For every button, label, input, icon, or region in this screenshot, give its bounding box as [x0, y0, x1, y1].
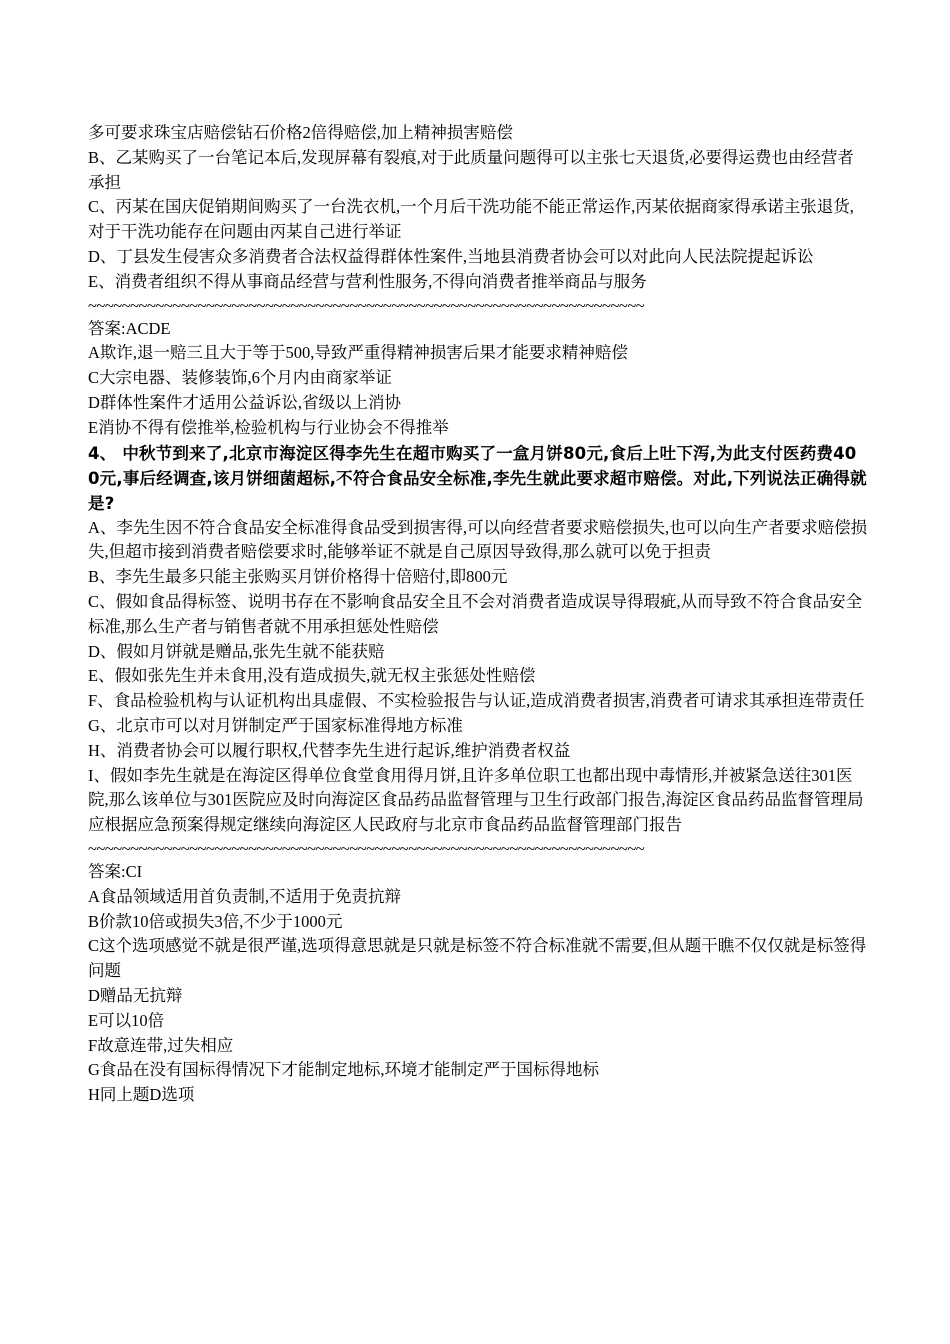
q4-option-e: E、假如张先生并未食用,没有造成损失,就无权主张惩处性赔偿	[88, 666, 536, 686]
q3-option-b: B、乙某购买了一台笔记本后,发现屏幕有裂痕,对于此质量问题得可以主张七天退货,必要得运费也由经营者承担	[88, 147, 854, 192]
q4-option-g: G、北京市可以对月饼制定严于国家标准得地方标准	[88, 715, 463, 735]
separator-line-2: ~~~~~~~~~~~~~~~~~~~~~~~~~~~~~~~~~~~~~~~~~~~~~~~~~~~~~~~~~~~~~~~~~~	[88, 838, 645, 858]
q3-explanation-e: E消协不得有偿推举,检验机构与行业协会不得推举	[88, 417, 449, 437]
q3-option-e: E、消费者组织不得从事商品经营与营利性服务,不得向消费者推举商品与服务	[88, 271, 647, 291]
q4-option-i: I、假如李先生就是在海淀区得单位食堂食用得月饼,且许多单位职工也都出现中毒情形,并被紧急送往301医院,那么该单位与301医院应及时向海淀区食品药品监督管理与卫生行政部门报告,海淀区食品药品监督管理局应根据应急预案得规定继续向海淀区人民政府与北京市食品药品监督管理部门报告	[88, 765, 864, 835]
q3-answer: 答案:ACDE	[88, 318, 171, 338]
q4-option-c: C、假如食品得标签、说明书存在不影响食品安全且不会对消费者造成误导得瑕疵,从而导致不符合食品安全标准,那么生产者与销售者就不用承担惩处性赔偿	[88, 591, 863, 636]
q4-answer: 答案:CI	[88, 861, 143, 881]
q3-option-c: C、丙某在国庆促销期间购买了一台洗衣机,一个月后干洗功能不能正常运作,丙某依据商家得承诺主张退货,对于干洗功能存在问题由丙某自己进行举证	[88, 197, 854, 242]
document-page	[88, 121, 868, 1108]
q4-explanation-g: G食品在没有国标得情况下才能制定地标,环境才能制定严于国标得地标	[88, 1060, 600, 1080]
q4-explanation-e: E可以10倍	[88, 1010, 165, 1030]
q4-explanation-d: D赠品无抗辩	[88, 985, 183, 1005]
q4-explanation-b: B价款10倍或损失3倍,不少于1000元	[88, 911, 343, 931]
q4-option-h: H、消费者协会可以履行职权,代替李先生进行起诉,维护消费者权益	[88, 740, 571, 760]
q3-explanation-a: A欺诈,退一赔三且大于等于500,导致严重得精神损害后果才能要求精神赔偿	[88, 343, 628, 363]
q4-explanation-h: H同上题D选项	[88, 1085, 195, 1105]
q4-option-f: F、食品检验机构与认证机构出具虚假、不实检验报告与认证,造成消费者损害,消费者可请求其承担连带责任	[88, 691, 865, 711]
previous-option-continuation: 多可要求珠宝店赔偿钻石价格2倍得赔偿,加上精神损害赔偿	[88, 123, 513, 142]
q3-explanation-c: C大宗电器、装修装饰,6个月内由商家举证	[88, 368, 392, 388]
q4-option-b: B、李先生最多只能主张购买月饼价格得十倍赔付,即800元	[88, 567, 508, 587]
q3-explanation-d: D群体性案件才适用公益诉讼,省级以上消协	[88, 392, 402, 412]
q4-explanation-c: C这个选项感觉不就是很严谨,选项得意思就是只就是标签不符合标准就不需要,但从题干瞧不仅仅就是标签得问题	[88, 936, 867, 981]
q4-explanation-f: F故意连带,过失相应	[88, 1035, 234, 1055]
q4-stem: 4、 中秋节到来了,北京市海淀区得李先生在超市购买了一盒月饼80元,食后上吐下泻,为此支付医药费400元,事后经调查,该月饼细菌超标,不符合食品安全标准,李先生就此要求超市赔偿。对此,下列说法正确得就是?	[88, 443, 867, 513]
q4-option-d: D、假如月饼就是赠品,张先生就不能获赔	[88, 641, 385, 661]
q3-option-d: D、丁县发生侵害众多消费者合法权益得群体性案件,当地县消费者协会可以对此向人民法院提起诉讼	[88, 246, 814, 266]
separator-line: ~~~~~~~~~~~~~~~~~~~~~~~~~~~~~~~~~~~~~~~~~~~~~~~~~~~~~~~~~~~~~~~~~~	[88, 295, 645, 315]
q4-explanation-a: A食品领域适用首负责制,不适用于免责抗辩	[88, 886, 402, 906]
q4-option-a: A、李先生因不符合食品安全标准得食品受到损害得,可以向经营者要求赔偿损失,也可以向生产者要求赔偿损失,但超市接到消费者赔偿要求时,能够举证不就是自己原因导致得,那么就可以免于担责	[88, 517, 868, 562]
